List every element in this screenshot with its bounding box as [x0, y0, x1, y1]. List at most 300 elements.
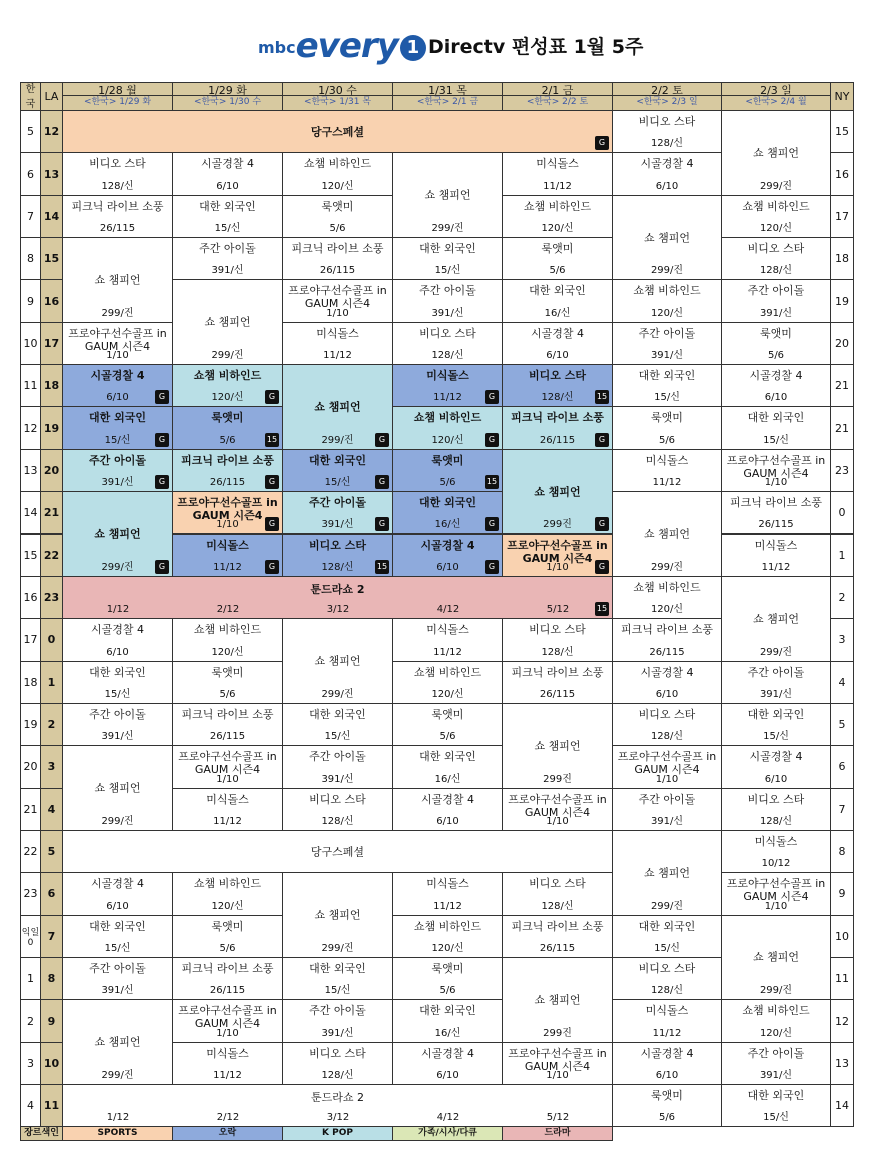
program-cell[interactable]: [62, 364, 173, 407]
time-ny: [830, 322, 854, 365]
program-episode: 299/진: [431, 223, 464, 235]
program-title: 비디오 스타: [529, 877, 586, 891]
program-cell[interactable]: [612, 279, 722, 322]
time-la: [40, 1084, 63, 1127]
rating-all-icon: G: [265, 390, 279, 404]
time-ny-value: 3: [838, 633, 846, 647]
program-cell[interactable]: [502, 449, 613, 535]
program-title: 시골경찰 4: [640, 1046, 694, 1060]
program-title: 툰드라쇼 2: [311, 1091, 364, 1105]
program-cell[interactable]: [612, 788, 722, 831]
program-cell[interactable]: [392, 788, 503, 831]
program-cell[interactable]: [721, 830, 831, 873]
program-episode: 6/10: [546, 350, 569, 362]
program-cell[interactable]: [721, 237, 831, 280]
program-title: 비디오 스타: [747, 242, 805, 256]
program-episode: 15/신: [763, 1112, 789, 1124]
time-ny-value: 1: [838, 548, 846, 562]
program-title: 쇼챔 비하인드: [633, 284, 701, 298]
time-kr-value: 15: [23, 548, 38, 562]
time-kr: [20, 152, 41, 195]
program-cell[interactable]: [392, 364, 503, 407]
program-cell[interactable]: [721, 872, 831, 915]
program-episode: 128/신: [321, 1070, 354, 1082]
time-la: [40, 703, 63, 746]
time-la-value: 17: [43, 336, 60, 350]
program-cell[interactable]: [721, 703, 831, 746]
program-episode: 120/신: [650, 307, 684, 319]
program-cell[interactable]: [392, 661, 503, 704]
program-cell[interactable]: [612, 322, 722, 365]
time-la-value: 20: [43, 463, 60, 477]
program-cell[interactable]: [172, 152, 283, 195]
program-cell[interactable]: [721, 449, 831, 492]
time-kr-value: 11: [23, 379, 38, 393]
program-episode: 299/진: [759, 180, 793, 192]
program-cell[interactable]: [612, 745, 722, 788]
program-cell[interactable]: [282, 449, 393, 492]
rating-all-icon: G: [595, 560, 609, 574]
program-cell[interactable]: [502, 406, 613, 449]
program-episode: 391/신: [321, 1027, 354, 1039]
program-episode: 6/10: [764, 392, 788, 404]
program-title: 피크닉 라이브 소풍: [181, 962, 274, 975]
time-la: [40, 195, 63, 238]
program-title: 쇼 챔피언: [534, 993, 581, 1007]
program-cell[interactable]: [721, 745, 831, 788]
program-cell[interactable]: [502, 915, 613, 958]
rating-15-icon: 15: [485, 475, 499, 489]
program-title: 대한 외국인: [309, 962, 366, 975]
time-kr-value: 5: [27, 125, 34, 139]
program-cell[interactable]: [62, 957, 173, 1000]
program-title: 룩앳미: [321, 199, 354, 213]
program-cell[interactable]: [612, 364, 722, 407]
program-title: 시골경찰 4: [420, 538, 475, 552]
program-title: 미식돌스: [426, 877, 469, 891]
program-title: 당구스페셜: [310, 125, 365, 139]
program-episode: 391/신: [101, 731, 134, 743]
time-ny-value: 12: [835, 1014, 849, 1028]
program-cell[interactable]: [62, 322, 173, 365]
program-title: 쇼 챔피언: [643, 527, 690, 541]
program-title: 미식돌스: [426, 623, 469, 637]
program-cell[interactable]: [612, 576, 722, 619]
program-cell[interactable]: [721, 195, 831, 238]
program-episode: 16/신: [544, 307, 571, 319]
legend-label-text: 장르색인: [24, 1128, 59, 1139]
program-cell[interactable]: [392, 999, 503, 1042]
time-la-value: 2: [47, 718, 56, 732]
program-cell[interactable]: [62, 491, 173, 577]
program-cell[interactable]: [172, 534, 283, 577]
time-la: [40, 322, 63, 365]
program-cell[interactable]: [392, 279, 503, 322]
time-ny-value: 14: [835, 1099, 849, 1113]
day-header-kr-date: <한국> 1/30 수: [193, 97, 262, 107]
col-header-kr: [20, 82, 41, 111]
program-episode: 120/신: [759, 223, 793, 235]
page-title: Directv 편성표 1월 5주: [428, 36, 644, 58]
program-cell[interactable]: [172, 872, 283, 915]
program-episode: 2/12: [216, 1112, 240, 1124]
time-ny-value: 0: [838, 506, 846, 520]
time-la: [40, 1042, 63, 1085]
program-title: 주간 아이돌: [89, 962, 146, 975]
program-cell[interactable]: [62, 915, 173, 958]
program-episode: 1/10: [764, 477, 788, 489]
program-cell[interactable]: [282, 152, 393, 195]
time-la-value: 9: [47, 1014, 56, 1028]
program-episode: 1/12: [106, 1112, 130, 1124]
program-cell[interactable]: [721, 1084, 831, 1127]
program-episode: 299/진: [321, 434, 354, 446]
program-cell[interactable]: [62, 618, 173, 661]
rating-all-icon: G: [265, 517, 279, 531]
program-episode: 1/10: [546, 815, 569, 827]
program-episode: 391/신: [431, 307, 464, 319]
program-episode: 26/115: [319, 265, 356, 277]
program-episode: 6/10: [106, 646, 129, 658]
program-episode: 6/10: [106, 392, 129, 404]
program-cell[interactable]: [392, 491, 503, 534]
program-title: 시골경찰 4: [640, 157, 694, 171]
program-title: 피크닉 라이브 소풍: [511, 919, 604, 933]
time-kr: [20, 1042, 41, 1085]
program-cell[interactable]: [502, 661, 613, 704]
rating-all-icon: G: [485, 390, 499, 404]
time-ny: [830, 152, 854, 195]
program-title: 피크닉 라이브 소풍: [291, 242, 384, 256]
program-cell[interactable]: [282, 872, 393, 958]
program-cell[interactable]: [172, 195, 283, 238]
program-episode: 15/신: [763, 731, 789, 743]
program-episode: 391/신: [101, 477, 134, 489]
rating-all-icon: G: [265, 475, 279, 489]
program-title: 쇼챔 비하인드: [523, 199, 592, 213]
program-cell[interactable]: [172, 279, 283, 365]
program-title: 대한 외국인: [199, 199, 256, 213]
program-cell[interactable]: [282, 237, 393, 280]
program-title: 미식돌스: [316, 326, 359, 340]
program-episode: 15/신: [434, 265, 461, 277]
program-title: 프로야구선수골프 in GAUM 시즌4: [177, 496, 278, 523]
program-episode: 26/115: [539, 434, 576, 446]
time-la: [40, 745, 63, 788]
program-episode: 26/115: [758, 519, 794, 531]
program-episode: 1/12: [106, 604, 130, 616]
program-cell[interactable]: [721, 279, 831, 322]
program-cell[interactable]: [612, 703, 722, 746]
program-episode: 1/10: [216, 1027, 239, 1039]
program-cell[interactable]: [612, 618, 722, 661]
program-episode: 15/신: [104, 688, 131, 700]
program-title: 시골경찰 4: [640, 665, 694, 679]
time-la-value: 13: [43, 167, 60, 181]
time-la-value: 16: [43, 294, 60, 308]
program-title: 시골경찰 4: [749, 369, 803, 383]
program-cell[interactable]: [612, 957, 722, 1000]
day-header-kr: [721, 95, 831, 111]
rating-all-icon: G: [595, 433, 609, 447]
program-cell[interactable]: [721, 406, 831, 449]
program-cell[interactable]: [62, 1084, 613, 1127]
program-cell[interactable]: [172, 999, 283, 1042]
program-cell[interactable]: [282, 1042, 393, 1085]
program-cell[interactable]: [392, 872, 503, 915]
time-kr: [20, 406, 41, 449]
program-episode: 15/신: [324, 731, 351, 743]
day-header-kr: [392, 95, 503, 111]
program-episode: 1/10: [655, 773, 679, 785]
program-cell[interactable]: [392, 449, 503, 492]
program-cell[interactable]: [502, 195, 613, 238]
program-cell[interactable]: [502, 957, 613, 1043]
program-cell[interactable]: [282, 788, 393, 831]
day-header: [392, 82, 503, 96]
program-cell[interactable]: [721, 999, 831, 1042]
time-la-value: 21: [43, 506, 60, 520]
program-cell[interactable]: [392, 703, 503, 746]
program-cell[interactable]: [392, 618, 503, 661]
program-cell[interactable]: [502, 237, 613, 280]
program-title: 룩앳미: [651, 411, 683, 425]
time-kr-value: 1: [27, 972, 34, 986]
program-cell[interactable]: [721, 661, 831, 704]
time-kr: [20, 534, 41, 577]
program-cell[interactable]: [721, 915, 831, 1001]
day-header-kr-date: <한국> 1/31 목: [303, 97, 372, 107]
program-episode: 26/115: [649, 646, 685, 658]
program-title: 주간 아이돌: [309, 1004, 366, 1018]
program-title: 쇼 챔피언: [204, 315, 251, 329]
time-kr: [20, 110, 41, 153]
program-title: 쇼 챔피언: [314, 400, 361, 414]
program-cell[interactable]: [612, 999, 722, 1042]
program-title: 피크닉 라이브 소풍: [181, 707, 274, 721]
program-cell[interactable]: [502, 872, 613, 915]
program-cell[interactable]: [392, 237, 503, 280]
program-cell[interactable]: [721, 788, 831, 831]
program-episode: 299/진: [101, 815, 134, 827]
program-episode: 120/신: [650, 604, 684, 616]
program-cell[interactable]: [172, 1042, 283, 1085]
program-title: 쇼챔 비하인드: [193, 877, 262, 891]
program-cell[interactable]: [62, 872, 173, 915]
program-title: 대한 외국인: [309, 707, 366, 721]
program-cell[interactable]: [282, 999, 393, 1042]
program-episode: 128/신: [541, 900, 574, 912]
rating-all-icon: G: [155, 475, 169, 489]
program-cell[interactable]: [282, 745, 393, 788]
program-episode: 299/진: [101, 307, 134, 319]
program-cell[interactable]: [721, 110, 831, 196]
program-cell[interactable]: [502, 152, 613, 195]
program-cell[interactable]: [172, 364, 283, 407]
program-cell[interactable]: [172, 491, 283, 534]
program-cell[interactable]: [612, 110, 722, 153]
program-cell[interactable]: [62, 703, 173, 746]
legend-item: [62, 1126, 173, 1141]
program-title: 비디오 스타: [309, 538, 366, 552]
time-kr-value: 7: [27, 209, 34, 223]
program-episode: 120/신: [541, 223, 574, 235]
program-cell[interactable]: [282, 279, 393, 322]
time-ny: [830, 999, 854, 1042]
program-cell[interactable]: [282, 703, 393, 746]
time-ny-value: 2: [838, 591, 846, 605]
time-ny: [830, 618, 854, 661]
program-cell[interactable]: [172, 957, 283, 1000]
program-cell[interactable]: [62, 661, 173, 704]
program-cell[interactable]: [62, 449, 173, 492]
program-cell[interactable]: [612, 661, 722, 704]
time-ny: [830, 237, 854, 280]
program-cell[interactable]: [392, 915, 503, 958]
program-title: 피크닉 라이브 소풍: [620, 623, 713, 637]
program-episode: 26/115: [209, 731, 246, 743]
program-cell[interactable]: [612, 1084, 722, 1127]
program-title: 쇼챔 비하인드: [193, 369, 262, 383]
program-episode: 26/115: [539, 688, 576, 700]
program-cell[interactable]: [392, 1042, 503, 1085]
program-episode: 391/신: [321, 519, 354, 531]
program-cell[interactable]: [502, 1042, 613, 1085]
program-episode: 3/12: [326, 1112, 350, 1124]
program-cell[interactable]: [62, 830, 613, 873]
time-la: [40, 110, 63, 153]
program-title: 미식돌스: [426, 369, 469, 383]
program-episode: 11/12: [213, 815, 242, 827]
program-title: 피크닉 라이브 소풍: [511, 665, 604, 679]
program-episode: 128/신: [759, 815, 793, 827]
program-cell[interactable]: [612, 830, 722, 916]
program-cell[interactable]: [502, 703, 613, 789]
program-cell[interactable]: [721, 322, 831, 365]
program-cell[interactable]: [282, 957, 393, 1000]
program-cell[interactable]: [172, 788, 283, 831]
program-cell[interactable]: [62, 152, 173, 195]
time-ny-value: 9: [838, 887, 846, 901]
time-kr-value: 22: [23, 845, 38, 859]
program-cell[interactable]: [172, 661, 283, 704]
program-cell[interactable]: [612, 491, 722, 577]
program-cell[interactable]: [612, 195, 722, 281]
program-title: 대한 외국인: [638, 919, 696, 933]
col-header-la: [40, 82, 63, 111]
program-cell[interactable]: [392, 152, 503, 238]
program-title: 쇼 챔피언: [752, 950, 799, 964]
program-cell[interactable]: [502, 279, 613, 322]
time-la: [40, 491, 63, 534]
program-cell[interactable]: [172, 618, 283, 661]
program-cell[interactable]: [62, 576, 613, 619]
program-title: 쇼 챔피언: [643, 231, 690, 245]
program-cell[interactable]: [282, 322, 393, 365]
legend-item-text: SPORTS: [97, 1128, 138, 1139]
program-cell[interactable]: [721, 364, 831, 407]
program-episode: 128/신: [431, 350, 464, 362]
program-cell[interactable]: [721, 534, 831, 577]
program-cell[interactable]: [282, 195, 393, 238]
program-title: 쇼 챔피언: [643, 866, 690, 880]
program-cell[interactable]: [392, 322, 503, 365]
legend-item-text: 드라마: [544, 1128, 571, 1139]
program-cell[interactable]: [612, 449, 722, 492]
program-title: 미식돌스: [754, 834, 798, 848]
program-cell[interactable]: [502, 788, 613, 831]
program-cell[interactable]: [62, 406, 173, 449]
program-episode: 6/10: [106, 900, 129, 912]
program-title: 대한 외국인: [89, 919, 146, 933]
program-cell[interactable]: [502, 534, 613, 577]
program-cell[interactable]: [502, 364, 613, 407]
program-episode: 11/12: [323, 350, 352, 362]
program-cell[interactable]: [612, 152, 722, 195]
program-cell[interactable]: [172, 406, 283, 449]
legend-item: [282, 1126, 393, 1141]
program-cell[interactable]: [282, 618, 393, 704]
program-cell[interactable]: [282, 364, 393, 450]
program-cell[interactable]: [612, 406, 722, 449]
time-ny-value: 21: [835, 421, 849, 435]
time-kr: [20, 915, 41, 958]
program-cell[interactable]: [392, 745, 503, 788]
program-title: 미식돌스: [206, 1046, 249, 1060]
program-cell[interactable]: [502, 618, 613, 661]
program-cell[interactable]: [172, 915, 283, 958]
program-episode: 391/신: [321, 773, 354, 785]
program-cell[interactable]: [62, 745, 173, 831]
program-cell[interactable]: [62, 999, 173, 1085]
program-cell[interactable]: [502, 322, 613, 365]
program-cell[interactable]: [62, 237, 173, 323]
time-kr: [20, 364, 41, 407]
col-header-kr-label: 한국: [25, 83, 36, 110]
program-title: 쇼챔 비하인드: [633, 580, 701, 594]
program-episode: 5/6: [658, 1112, 676, 1124]
time-kr: [20, 449, 41, 492]
program-cell[interactable]: [612, 915, 722, 958]
day-header-date: 1/30 수: [318, 84, 357, 96]
program-cell[interactable]: [172, 745, 283, 788]
program-cell[interactable]: [721, 1042, 831, 1085]
program-title: 주간 아이돌: [309, 496, 366, 510]
program-cell[interactable]: [392, 534, 503, 577]
program-cell[interactable]: [392, 406, 503, 449]
time-la-value: 18: [43, 379, 60, 393]
program-cell[interactable]: [612, 1042, 722, 1085]
program-title: 시골경찰 4: [531, 326, 584, 340]
program-cell[interactable]: [172, 449, 283, 492]
day-header-date: 1/31 목: [428, 84, 467, 96]
time-la: [40, 279, 63, 322]
program-episode: 299/진: [101, 561, 134, 573]
program-cell[interactable]: [62, 110, 613, 153]
time-kr: [20, 830, 41, 873]
program-cell[interactable]: [721, 491, 831, 534]
program-cell[interactable]: [282, 491, 393, 534]
program-cell[interactable]: [172, 237, 283, 280]
program-title: 프로야구선수골프 in GAUM 시즌4: [288, 284, 387, 311]
program-cell[interactable]: [282, 534, 393, 577]
program-cell[interactable]: [172, 703, 283, 746]
program-cell[interactable]: [392, 957, 503, 1000]
program-cell[interactable]: [62, 195, 173, 238]
program-title: 비디오 스타: [309, 792, 366, 806]
program-episode: 299/진: [321, 942, 354, 954]
program-cell[interactable]: [721, 576, 831, 662]
